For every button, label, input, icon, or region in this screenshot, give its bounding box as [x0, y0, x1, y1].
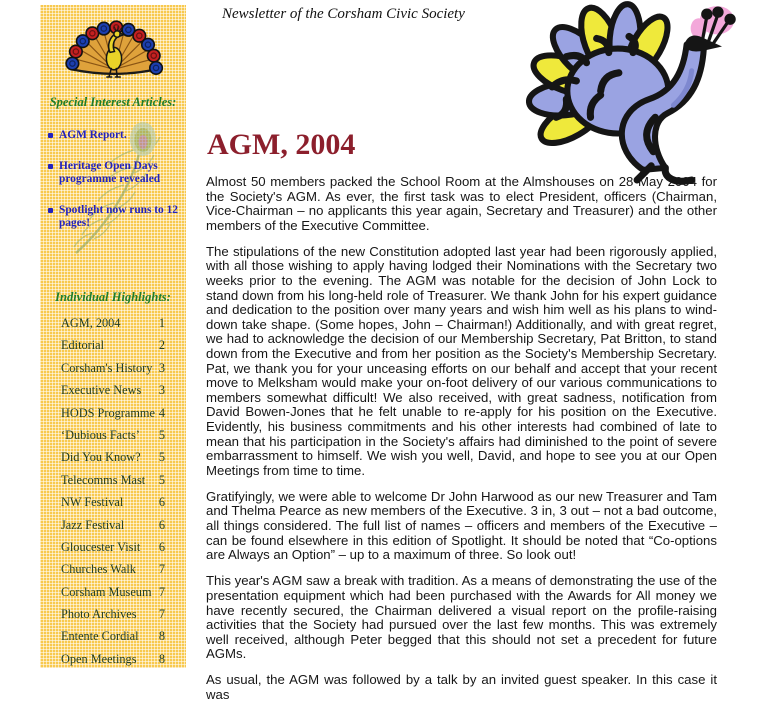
- article-paragraph: This year's AGM saw a break with tradition. As a means of demonstrating the use of the presentation equipment which had been purchased with the Awards for All money we have recently secured, the Chairman delivered a visual report on the profile-raising activities that the Society had pursued over the last few months. This was extremely well received, although Peter begged that this should not set a precedent for future AGMs.: [206, 573, 717, 662]
- bullet-icon: [48, 164, 53, 169]
- individual-highlights-heading: Individual Highlights:: [55, 290, 171, 304]
- toc-item-label: Did You Know?: [61, 450, 141, 465]
- toc-item-label: HODS Programme: [61, 405, 155, 420]
- toc-item: [61, 585, 165, 607]
- toc-item-page: 6: [158, 539, 165, 554]
- toc-item-page: 6: [158, 495, 165, 510]
- toc-item-label: Corsham Museum: [61, 584, 152, 599]
- toc-item: [61, 540, 165, 562]
- toc-item-page: 5: [158, 427, 165, 442]
- article-paragraph: As usual, the AGM was followed by a talk by an invited guest speaker. In this case it was: [206, 672, 717, 702]
- article-paragraph: The stipulations of the new Constitution adopted last year had been rigorously applied, with all those wishing to apply having lodged their Nominations with the Secretary two weeks prior to the evening. The AGM was notable for the decision of John Lock to stand down from his long-held role of Treasurer. We thank John for his expert guidance and dedication to the position over many years and wish him well as his plans to wind-down take shape. (Some hopes, John – Chairman!) Additionally, and with great regret, we had to acknowledge the decision of our Membership Secretary, Pat Britton, to stand down from the Executive and from her position as the Society's Membership Secretary. Pat, we thank you for your unceasing efforts on our behalf and accept that your recent move to Melksham would make your on-foot delivery of our various communications to members somewhat difficult! We also received, with great sadness, notification from David Bowen-Jones that he felt unable to re-apply for his position on the Executive. Evidently, his business commitments and his other interests had combined of late to mean that his participation in the Society's affairs had diminished to the point of severe embarrassment to himself. We wish you well, David, and hope to see you at our Open Meetings from time to time.: [206, 243, 717, 478]
- bullet-icon: [48, 133, 53, 138]
- toc-item-page: 3: [158, 383, 165, 398]
- toc-item-label: AGM, 2004: [61, 316, 121, 330]
- table-of-contents: [61, 316, 165, 674]
- toc-item: [61, 495, 165, 517]
- toc-item-label: Churches Walk: [61, 562, 136, 577]
- toc-item-page: 7: [158, 584, 165, 599]
- special-interest-item: [47, 160, 180, 187]
- toc-item: [61, 428, 165, 450]
- toc-item-page: 2: [158, 338, 165, 353]
- toc-item: [61, 316, 165, 338]
- special-interest-heading: Special Interest Articles:: [49, 95, 177, 109]
- toc-item-label: ‘Dubious Facts’: [61, 427, 140, 442]
- toc-item-label: Entente Cordial: [61, 629, 139, 644]
- toc-item-page: 6: [158, 517, 165, 532]
- toc-item-label: Gloucester Visit: [61, 539, 141, 554]
- toc-item: [61, 361, 165, 383]
- masthead-title: Newsletter of the Corsham Civic Society: [222, 6, 465, 22]
- bullet-icon: [48, 208, 53, 213]
- toc-item-label: NW Festival: [61, 495, 124, 510]
- peacock-fan-logo-icon: [60, 13, 168, 81]
- special-interest-item: [47, 204, 180, 231]
- toc-item-label: Open Meetings: [61, 651, 137, 666]
- toc-item-label: Corsham's History: [61, 360, 153, 375]
- article-paragraph: Almost 50 members packed the School Room at the Almshouses on 28 May 2004 for the Society's AGM. As ever, the first task was to elect President, officers (Chairman, Vice-Chairman – no applicants this year again, Secretary and Treasurer) and the other members of the Executive Committee.: [206, 174, 717, 233]
- toc-item-label: Editorial: [61, 338, 105, 353]
- toc-item: [61, 562, 165, 584]
- toc-item-page: 4: [158, 405, 165, 420]
- toc-item-label: Executive News: [61, 383, 142, 398]
- toc-item-label: Jazz Festival: [61, 517, 125, 532]
- article-paragraph: Gratifyingly, we were able to welcome Dr John Harwood as our new Treasurer and Tam and Thelma Pearce as new members of the Executive. 3 in, 3 out – not a bad outcome, all things considered. The full list of names – officers and members of the Executive – can be found elsewhere in this edition of Spotlight. It should be noted that “Co-options are Always an Option” – up to a maximum of three. So look out!: [206, 488, 717, 563]
- toc-item: [61, 406, 165, 428]
- toc-item-page: 8: [158, 651, 165, 666]
- special-interest-item-label: Spotlight now runs to 12 pages!: [59, 203, 178, 229]
- special-interest-list: [47, 129, 180, 248]
- toc-item: [61, 652, 165, 674]
- toc-item: [61, 607, 165, 629]
- toc-item-label: Photo Archives: [61, 607, 137, 622]
- toc-item-label: Telecomms Mast: [61, 472, 146, 487]
- toc-item: [61, 518, 165, 540]
- toc-item-page: 5: [158, 472, 165, 487]
- toc-item: [61, 450, 165, 472]
- toc-item-page: 7: [158, 607, 165, 622]
- toc-item: [61, 383, 165, 405]
- peacock-clipart: [503, 0, 757, 180]
- toc-item-page: 1: [158, 316, 165, 330]
- special-interest-item-label: AGM Report.: [59, 129, 127, 141]
- toc-item: [61, 473, 165, 495]
- article-body: [206, 175, 717, 714]
- sidebar: [40, 5, 186, 668]
- toc-item: [61, 338, 165, 360]
- toc-item-page: 5: [158, 450, 165, 465]
- article-title: AGM, 2004: [207, 128, 356, 161]
- toc-item-page: 7: [158, 562, 165, 577]
- toc-item-page: 3: [158, 360, 165, 375]
- special-interest-item-label: Heritage Open Days programme revealed: [59, 159, 161, 185]
- toc-item-page: 8: [158, 629, 165, 644]
- toc-item: [61, 629, 165, 651]
- special-interest-item: [47, 129, 180, 143]
